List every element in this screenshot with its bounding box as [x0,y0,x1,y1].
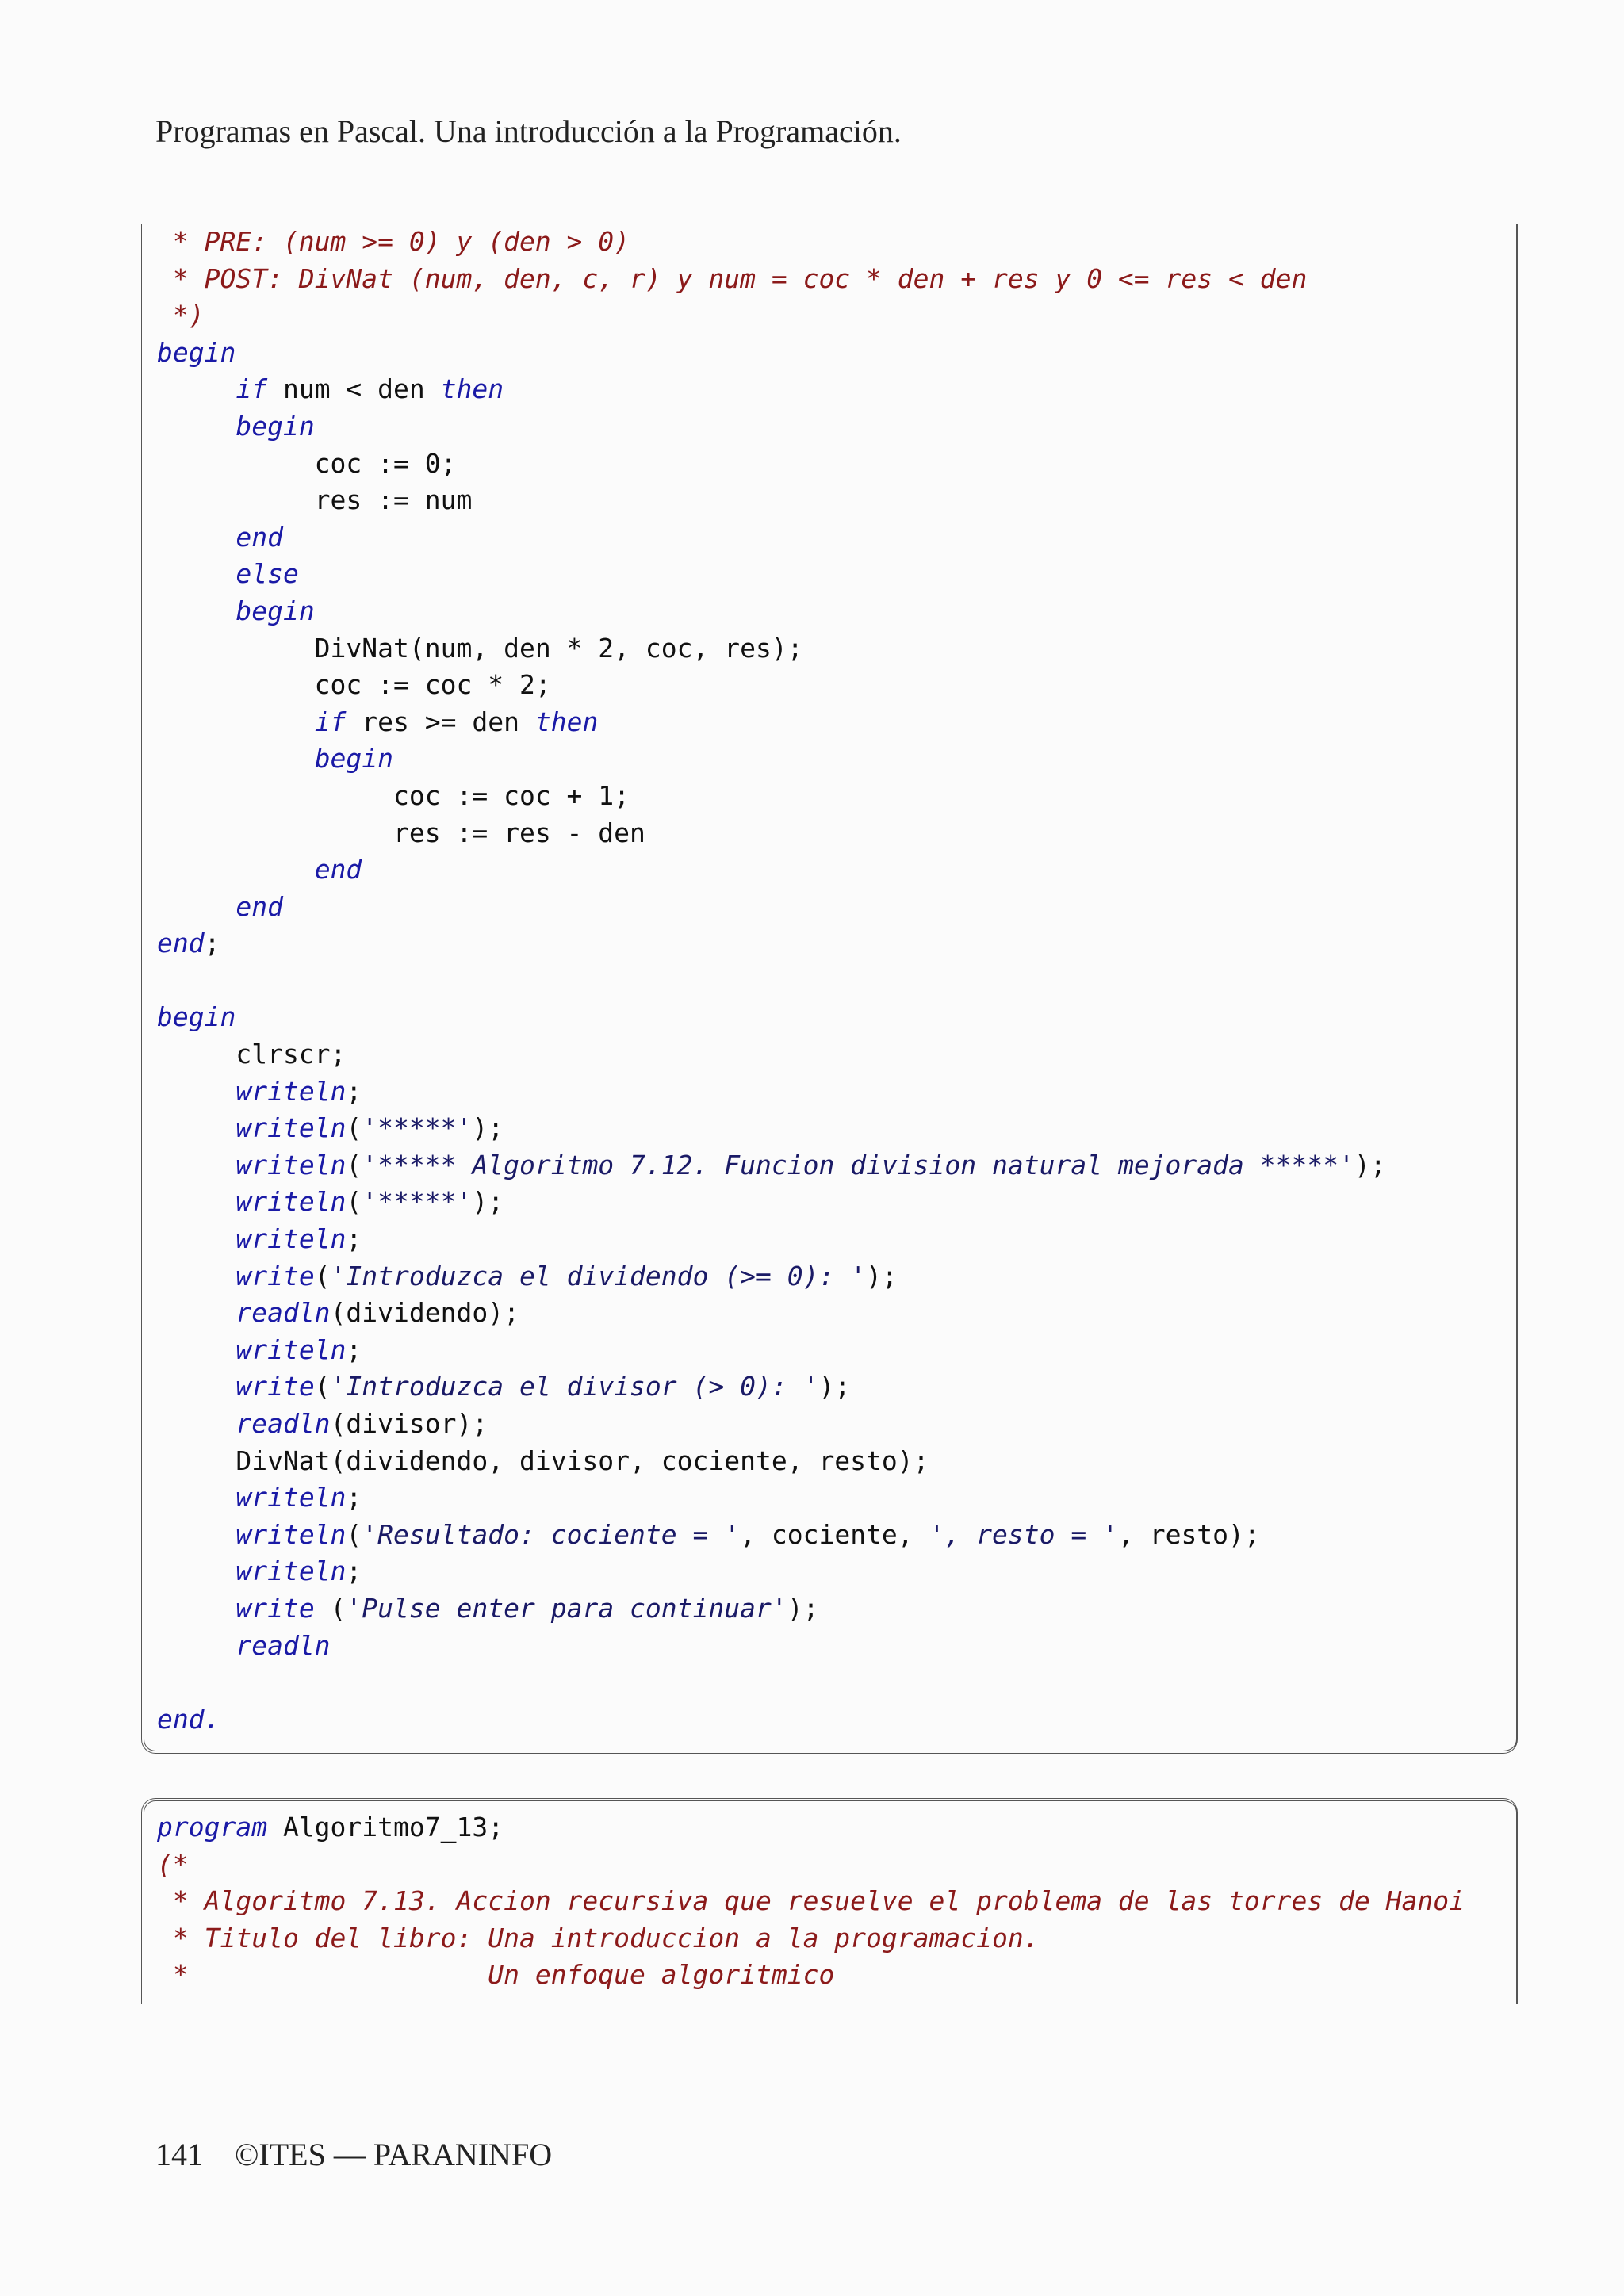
code-text: ( [314,1371,331,1402]
code-text [157,1667,173,1697]
code-line [157,1110,1386,1147]
code-listing-box-1 [141,224,1518,1754]
code-line [157,1883,1465,1920]
code-text: ( [314,1592,347,1624]
code-line [157,371,1386,408]
code-listing-1 [157,224,1386,1738]
code-keyword: end. [157,1703,220,1735]
code-line [157,1664,1386,1701]
code-line [157,1295,1386,1332]
code-keyword: begin [157,1001,236,1033]
code-keyword: begin [236,410,315,442]
code-line [157,593,1386,630]
code-keyword: program [157,1812,268,1843]
code-line [157,1809,1465,1846]
code-line [157,889,1386,926]
code-text: ; [204,928,220,959]
code-keyword: writeln [236,1149,347,1181]
code-comment: (* [157,1848,189,1880]
code-keyword: begin [314,743,394,775]
code-text: (divisor); [330,1408,488,1439]
code-keyword: writeln [236,1334,347,1365]
code-string: '*****' [362,1112,473,1144]
code-line [157,1332,1386,1369]
code-line [157,1590,1386,1628]
code-line [157,962,1386,1000]
code-line [157,1517,1386,1554]
code-text [157,1076,236,1107]
code-text [157,1334,236,1365]
page-footer [155,2136,552,2173]
code-line [157,1368,1386,1406]
code-text [157,1408,236,1439]
code-text: coc := 0; [157,447,457,479]
code-keyword: readln [236,1629,331,1661]
code-line [157,1628,1386,1665]
code-line [157,1406,1386,1443]
code-text [157,1556,236,1586]
code-listing-box-2 [141,1798,1518,2004]
code-keyword: else [236,558,299,590]
code-string: 'Resultado: cociente = ' [362,1518,741,1550]
code-text: clrscr; [157,1039,347,1070]
copyright-notice: ©ITES — PARANINFO [235,2137,553,2172]
code-text [157,558,236,589]
code-text [157,706,315,737]
code-text [157,1482,236,1513]
code-text: , resto); [1117,1518,1260,1550]
code-text [157,1297,236,1328]
code-line [157,1184,1386,1221]
code-text: ( [346,1149,362,1181]
code-text [157,1112,236,1143]
page-header-title: Programas en Pascal. Una introducción a la Programación. [155,113,902,149]
code-comment: * Un enfoque algoritmico [157,1959,835,1991]
code-text: ( [346,1518,362,1550]
code-keyword: writeln [236,1186,347,1218]
code-text [157,965,173,996]
code-text: res >= den [346,706,535,737]
code-text: DivNat(num, den * 2, coc, res); [157,632,803,664]
code-text [157,522,236,553]
code-line [157,851,1386,889]
code-keyword: write [236,1592,315,1624]
code-text: (dividendo); [330,1297,519,1329]
code-keyword: end [157,928,205,959]
code-string: 'Introduzca el divisor (> 0): ' [330,1371,819,1402]
code-line [157,704,1386,741]
code-line [157,297,1386,335]
code-comment: * Titulo del libro: Una introduccion a la programacion. [157,1922,1040,1954]
page-number: 141 [155,2137,203,2172]
code-line [157,482,1386,519]
code-keyword: writeln [236,1112,347,1144]
code-text [157,595,236,626]
code-keyword: end [236,890,283,922]
code-text: ( [346,1112,362,1144]
code-line [157,1957,1465,1994]
code-line [157,1258,1386,1295]
code-text: ); [472,1186,504,1218]
code-text [157,1223,236,1254]
code-keyword: writeln [236,1556,347,1587]
code-line [157,1846,1465,1884]
code-listing-2 [157,1809,1465,1994]
code-line [157,519,1386,557]
code-text: DivNat(dividendo, divisor, cociente, resto); [157,1445,929,1476]
code-comment: * Algoritmo 7.13. Accion recursiva que resuelve el problema de las torres de Hanoi [157,1885,1465,1917]
code-string: ', resto = ' [929,1518,1118,1550]
code-keyword: end [236,521,283,553]
code-line [157,261,1386,298]
code-text: ); [818,1371,851,1402]
code-text: ( [346,1186,362,1218]
code-text [157,1519,236,1550]
code-line [157,1920,1465,1957]
code-keyword: begin [236,595,315,626]
code-text: , cociente, [740,1518,929,1550]
code-line [157,1147,1386,1184]
code-text: ); [787,1592,819,1624]
code-text: ); [866,1260,898,1292]
code-line [157,446,1386,483]
code-line [157,408,1386,446]
code-line [157,1701,1386,1739]
code-text [157,1261,236,1292]
code-text: ; [346,1075,362,1107]
code-keyword: if [236,373,268,405]
code-line [157,335,1386,372]
code-keyword: then [440,373,504,405]
code-text [157,891,236,922]
code-text [157,1371,236,1402]
code-line [157,1036,1386,1073]
code-keyword: writeln [236,1223,347,1255]
code-keyword: readln [236,1297,331,1329]
code-keyword: writeln [236,1518,347,1550]
code-text: ); [1354,1149,1386,1181]
code-keyword: then [534,706,599,737]
code-text: coc := coc * 2; [157,669,551,701]
code-text: ; [346,1223,362,1255]
code-keyword: writeln [236,1482,347,1513]
code-text [157,854,315,885]
code-text [157,411,236,442]
code-text [157,373,236,404]
code-keyword: writeln [236,1075,347,1107]
code-comment: * PRE: (num >= 0) y (den > 0) [157,226,630,257]
code-line [157,630,1386,668]
code-text [157,1150,236,1181]
code-text [157,1593,236,1624]
code-line [157,999,1386,1036]
code-keyword: end [314,854,362,886]
code-string: '***** Algoritmo 7.12. Funcion division natural mejorada *****' [362,1149,1354,1181]
code-string: 'Pulse enter para continuar' [346,1592,787,1624]
code-text [157,743,315,774]
code-keyword: write [236,1260,315,1292]
code-text: num < den [267,373,441,405]
code-text: ; [346,1482,362,1513]
code-comment: * POST: DivNat (num, den, c, r) y num = coc * den + res y 0 <= res < den [157,262,1308,294]
code-text [157,1630,236,1661]
code-line [157,1073,1386,1111]
code-line [157,1443,1386,1480]
code-line [157,224,1386,261]
code-comment: *) [157,300,205,331]
code-text: ; [346,1556,362,1587]
code-text: coc := coc + 1; [157,779,630,811]
code-text [157,1186,236,1217]
code-text: res := res - den [157,817,645,848]
code-keyword: readln [236,1408,331,1439]
code-text: ; [346,1334,362,1365]
code-keyword: begin [157,336,236,368]
code-text: ( [314,1260,331,1292]
code-line [157,925,1386,962]
code-line [157,815,1386,852]
code-line [157,1479,1386,1517]
code-line [157,778,1386,815]
code-line [157,740,1386,778]
code-text: res := num [157,484,473,516]
code-line [157,1221,1386,1258]
code-text: ); [472,1112,504,1144]
code-keyword: if [314,706,347,737]
code-keyword: write [236,1371,315,1402]
code-line [157,556,1386,593]
code-line [157,667,1386,704]
code-line [157,1553,1386,1590]
code-text: Algoritmo7_13; [267,1812,504,1843]
code-string: '*****' [362,1186,473,1218]
code-string: 'Introduzca el dividendo (>= 0): ' [330,1260,867,1292]
